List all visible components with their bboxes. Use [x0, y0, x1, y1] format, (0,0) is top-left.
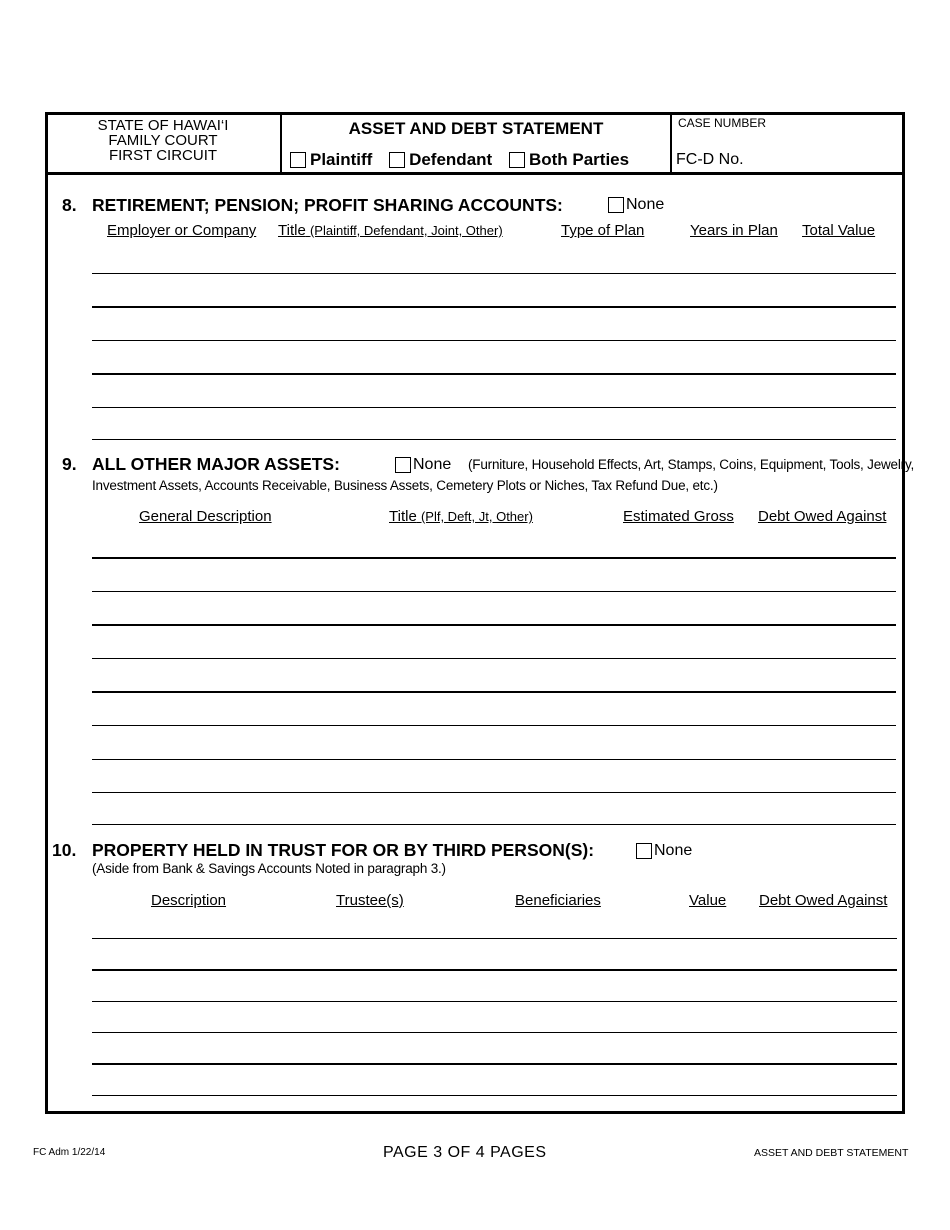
- column-debt-owed: Debt Owed Against: [758, 508, 887, 525]
- entry-line[interactable]: [92, 557, 896, 559]
- section-8-none: [608, 196, 664, 214]
- entry-line[interactable]: [92, 725, 896, 726]
- section-9-none-checkbox[interactable]: [395, 457, 411, 473]
- section-8-number: 8.: [62, 195, 77, 215]
- case-number-label: CASE NUMBER: [678, 116, 767, 130]
- entry-line[interactable]: [92, 591, 896, 592]
- section-10-none-checkbox[interactable]: [636, 843, 652, 859]
- entry-line[interactable]: [92, 407, 896, 408]
- entry-line[interactable]: [92, 439, 896, 440]
- section-9-note-line2: Investment Assets, Accounts Receivable, Business Assets, Cemetery Plots or Niches, Tax Refund Due, etc.): [92, 478, 718, 493]
- form-title: ASSET AND DEBT STATEMENT: [348, 119, 604, 138]
- case-number-field[interactable]: FC-D No.: [676, 151, 744, 168]
- form-code: FC Adm 1/22/14: [33, 1147, 106, 1158]
- section-8-none-checkbox[interactable]: [608, 197, 624, 213]
- column-title: [278, 222, 503, 239]
- section-10-none: [636, 842, 692, 860]
- column-description: Description: [151, 892, 227, 909]
- entry-line[interactable]: [92, 759, 896, 760]
- entry-line[interactable]: [92, 1063, 897, 1065]
- entry-line[interactable]: [92, 1095, 897, 1096]
- section-9-none: [395, 456, 451, 474]
- entry-line[interactable]: [92, 691, 896, 693]
- entry-line[interactable]: [92, 969, 897, 971]
- form-frame: [45, 112, 905, 1114]
- column-beneficiaries: Beneficiaries: [515, 892, 601, 909]
- section-10-title: PROPERTY HELD IN TRUST FOR OR BY THIRD PERSON(S):: [92, 840, 595, 860]
- column-general-description: General Description: [139, 508, 272, 525]
- defendant-checkbox[interactable]: [389, 152, 405, 168]
- column-title-note: (Plf, Deft, Jt, Other): [420, 509, 533, 524]
- column-years: Years in Plan: [690, 222, 778, 239]
- entry-line[interactable]: [92, 624, 896, 626]
- column-title-main: Title: [278, 222, 306, 239]
- entry-line[interactable]: [92, 340, 896, 341]
- entry-line[interactable]: [92, 306, 896, 308]
- column-value: Value: [689, 892, 727, 909]
- plaintiff-checkbox[interactable]: [290, 152, 306, 168]
- section-10-number: 10.: [52, 840, 77, 860]
- section-9-none-label: None: [413, 456, 452, 473]
- party-selector: [290, 150, 641, 173]
- both-parties-checkbox[interactable]: [509, 152, 525, 168]
- column-title: [389, 508, 533, 525]
- court-circuit: FIRST CIRCUIT: [108, 147, 218, 164]
- section-10-none-label: None: [654, 842, 693, 859]
- footer-form-name: ASSET AND DEBT STATEMENT: [754, 1147, 909, 1159]
- column-total: Total Value: [802, 222, 876, 239]
- defendant-label: Defendant: [409, 150, 493, 169]
- page-number: PAGE 3 OF 4 PAGES: [383, 1144, 547, 1161]
- entry-line[interactable]: [92, 273, 896, 274]
- entry-line[interactable]: [92, 792, 896, 793]
- column-plan-type: Type of Plan: [561, 222, 645, 239]
- entry-line[interactable]: [92, 373, 896, 375]
- party-option-both: [509, 150, 629, 170]
- entry-line[interactable]: [92, 1001, 897, 1002]
- column-employer: Employer or Company: [107, 222, 257, 239]
- section-9-number: 9.: [62, 454, 77, 474]
- column-trustees: Trustee(s): [336, 892, 404, 909]
- both-parties-label: Both Parties: [528, 150, 630, 169]
- entry-line[interactable]: [92, 1032, 897, 1033]
- column-title-main: Title: [389, 508, 417, 525]
- entry-line[interactable]: [92, 938, 897, 939]
- section-8-title: RETIREMENT; PENSION; PROFIT SHARING ACCOUNTS:: [92, 195, 563, 215]
- entry-line[interactable]: [92, 824, 896, 825]
- entry-line[interactable]: [92, 658, 896, 659]
- court-name: FAMILY COURT: [108, 132, 218, 149]
- column-title-note: (Plaintiff, Defendant, Joint, Other): [309, 223, 503, 238]
- section-8-none-label: None: [626, 196, 665, 213]
- plaintiff-label: Plaintiff: [310, 150, 373, 169]
- court-state: STATE OF HAWAI‘I: [97, 117, 229, 134]
- court-block: [48, 118, 278, 163]
- section-9-title: ALL OTHER MAJOR ASSETS:: [92, 454, 340, 474]
- header-divider-right: [670, 112, 672, 174]
- column-debt-owed: Debt Owed Against: [759, 892, 888, 909]
- section-9-note-line1: (Furniture, Household Effects, Art, Stamps, Coins, Equipment, Tools, Jewelry,: [468, 457, 915, 472]
- party-option-plaintiff: [290, 150, 372, 170]
- party-option-defendant: [389, 150, 492, 170]
- section-10-subnote: (Aside from Bank & Savings Accounts Noted in paragraph 3.): [92, 861, 446, 876]
- column-estimated-gross: Estimated Gross: [623, 508, 734, 525]
